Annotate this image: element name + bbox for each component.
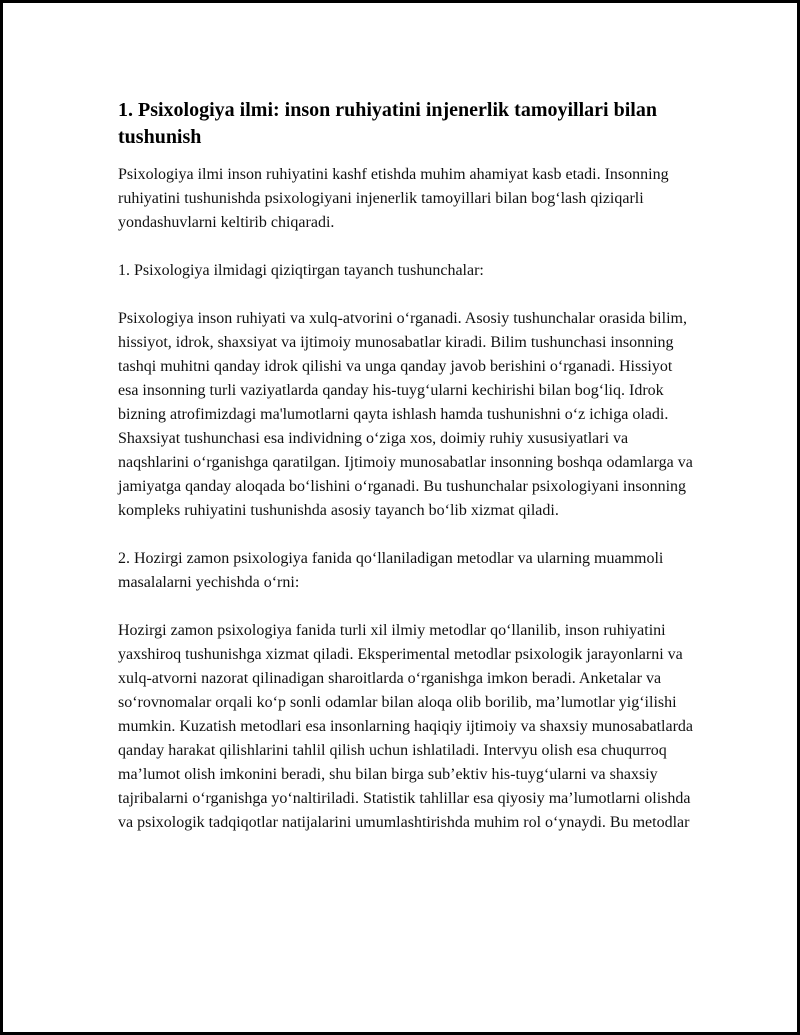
concepts-paragraph: Psixologiya inson ruhiyati va xulq-atvorini o‘rganadi. Asosiy tushunchalar orasida bilim, hissiyot, idrok, shaxsiyat va ijtimoiy munosabatlar kiradi. Bilim tushunchasi insonning tashqi muhitni qanday idrok qilishi va unga qanday javob berishini o‘rganadi. Hissiyot esa insonning turli vaziyatlarda qanday his-tuyg‘ularni kechirishi bilan bog‘liq. Idrok bizning atrofimizdagi ma'lumotlarni qayta ishlash hamda tushunishni o‘z ichiga oladi. Shaxsiyat tushunchasi esa individning o‘ziga xos, doimiy ruhiy xususiyatlari va naqshlarini o‘rganishga qaratilgan. Ijtimoiy munosabatlar insonning boshqa odamlarga va jamiyatga qanday aloqada bo‘lishini o‘rganadi. Bu tushunchalar psixologiyani insonning kompleks ruhiyatini tushunishda asosiy tayanch bo‘lib xizmat qiladi.: [118, 310, 693, 519]
subheading-methods: 2. Hozirgi zamon psixologiya fanida qo‘llaniladigan metodlar va ularning muammoli masalalarni yechishda o‘rni:: [118, 550, 664, 591]
intro-paragraph: Psixologiya ilmi inson ruhiyatini kashf etishda muhim ahamiyat kasb etadi. Insonning ruhiyatini tushunishda psixologiyani injenerlik tamoyillari bilan bog‘lash qiziqarli yondashuvlarni keltirib chiqaradi.: [118, 166, 669, 231]
subheading-concepts: 1. Psixologiya ilmidagi qiziqtirgan tayanch tushunchalar:: [118, 262, 484, 279]
document-page: [118, 97, 693, 859]
section-heading: 1. Psixologiya ilmi: inson ruhiyatini injenerlik tamoyillari bilan tushunish: [118, 99, 657, 148]
methods-paragraph: Hozirgi zamon psixologiya fanida turli xil ilmiy metodlar qo‘llanilib, inson ruhiyatini yaxshiroq tushunishga xizmat qiladi. Eksperimental metodlar psixologik jarayonlarni va xulq-atvorni nazorat qilinadigan sharoitlarda o‘rganishga imkon beradi. Anketalar va so‘rovnomalar orqali ko‘p sonli odamlar bilan aloqa olib borilib, ma’lumotlar yig‘ilishi mumkin. Kuzatish metodlari esa insonlarning haqiqiy ijtimoiy va shaxsiy munosabatlarda qanday harakat qilishlarini tahlil qilish uchun ishlatiladi. Intervyu olish esa chuqurroq ma’lumot olish imkonini beradi, shu bilan birga sub’ektiv his-tuyg‘ularni va shaxsiy tajribalarni o‘rganishga yo‘naltiriladi. Statistik tahlillar esa qiyosiy ma’lumotlarni olishda va psixologik tadqiqotlar natijalarini umumlashtirishda muhim rol o‘ynaydi. Bu metodlar: [118, 622, 694, 831]
